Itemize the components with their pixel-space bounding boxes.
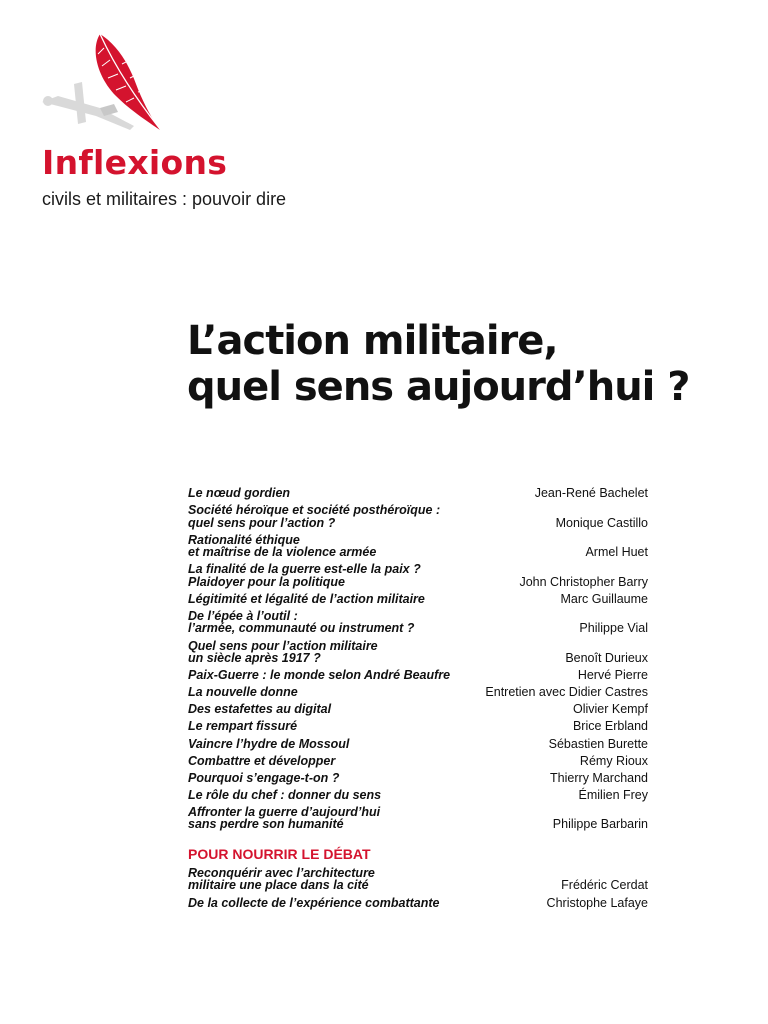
debate-entry: [188, 897, 648, 910]
toc-entry-author: Monique Castillo: [555, 515, 648, 530]
toc-entry-title: Combattre et développer: [188, 753, 336, 768]
toc-entry-author: Olivier Kempf: [572, 702, 648, 717]
toc-entry: [188, 772, 648, 785]
brand-tagline: civils et militaires : pouvoir dire: [42, 189, 287, 209]
toc-entry: [188, 703, 648, 716]
toc-entry-title: Société héroïque et société posthéroïque : quel sens pour l’action ?: [188, 503, 441, 530]
toc-entry: [188, 640, 648, 665]
toc-entry-title: Le rempart fissuré: [188, 719, 298, 734]
issue-title: [187, 318, 690, 410]
toc-entry-title: La finalité de la guerre est-elle la paix ? Plaidoyer pour la politique: [188, 562, 421, 589]
toc-entry: [188, 504, 648, 529]
toc-entry-title: Légitimité et légalité de l’action militaire: [188, 591, 425, 606]
toc-entry: [188, 487, 648, 500]
toc-entry-author: John Christopher Barry: [519, 574, 648, 589]
toc-entry-title: Quel sens pour l’action militaire un siècle après 1917 ?: [188, 638, 378, 666]
toc-entry-author: Philippe Vial: [579, 621, 648, 636]
toc-entry-title: Le rôle du chef : donner du sens: [188, 787, 382, 802]
toc-entry-author: Thierry Marchand: [550, 770, 648, 785]
toc-entry-author: Entretien avec Didier Castres: [485, 685, 648, 700]
toc-entry-author: Armel Huet: [585, 545, 648, 560]
toc-entry-author: Jean-René Bachelet: [534, 486, 648, 500]
issue-title-line-1: L’action militaire,: [187, 318, 558, 364]
toc-entry-title: Affronter la guerre d’aujourd’hui sans perdre son humanité: [188, 804, 381, 832]
toc-entry: [188, 610, 648, 635]
feather-sword-logo: [38, 30, 173, 140]
toc-entry: [188, 738, 648, 751]
toc-entry-author: Hervé Pierre: [577, 668, 648, 683]
toc-entry-author: Sébastien Burette: [548, 736, 648, 751]
debate-entry-title: Reconquérir avec l’architecture militaire une place dans la cité: [188, 865, 375, 893]
toc-entry-title: La nouvelle donne: [188, 685, 298, 700]
debate-entry-author: Christophe Lafaye: [546, 895, 648, 910]
toc-entry: [188, 534, 648, 559]
toc-entry-author: Brice Erbland: [572, 719, 648, 734]
toc-entry: [188, 755, 648, 768]
toc-entry-author: Philippe Barbarin: [552, 817, 648, 832]
toc-entry: [188, 563, 648, 588]
toc-entry-author: Rémy Rioux: [579, 753, 648, 768]
debate-entry-title: De la collecte de l’expérience combattante: [188, 895, 440, 910]
debate-section-heading: POUR NOURRIR LE DÉBAT: [188, 845, 371, 862]
toc-entry-title: Pourquoi s’engage-t-on ?: [188, 770, 340, 785]
brand-name: Inflexions: [42, 143, 228, 182]
toc-entry: [188, 789, 648, 802]
issue-title-line-2: quel sens aujourd’hui ?: [187, 364, 690, 410]
toc-entry-author: Benoît Durieux: [565, 651, 648, 666]
toc-entry-title: Paix-Guerre : le monde selon André Beaufre: [188, 668, 451, 683]
debate-entry: [188, 867, 648, 892]
toc-entry-title: Rationalité éthique et maîtrise de la violence armée: [188, 532, 377, 560]
toc-entry: [188, 720, 648, 733]
debate-entry-author: Frédéric Cerdat: [561, 878, 648, 893]
toc-entry: [188, 686, 648, 699]
toc-entry: [188, 806, 648, 831]
toc-entry: [188, 593, 648, 606]
toc-entry: [188, 669, 648, 682]
toc-entry-title: Vaincre l’hydre de Mossoul: [188, 736, 350, 751]
toc-entry-title: De l’épée à l’outil : l’armée, communauté ou instrument ?: [188, 608, 415, 636]
table-of-contents: [188, 487, 648, 914]
toc-entry-title: Des estafettes au digital: [188, 702, 332, 717]
toc-entry-author: Émilien Frey: [578, 787, 648, 802]
toc-entry-title: Le nœud gordien: [188, 486, 291, 500]
toc-entry-author: Marc Guillaume: [560, 591, 648, 606]
